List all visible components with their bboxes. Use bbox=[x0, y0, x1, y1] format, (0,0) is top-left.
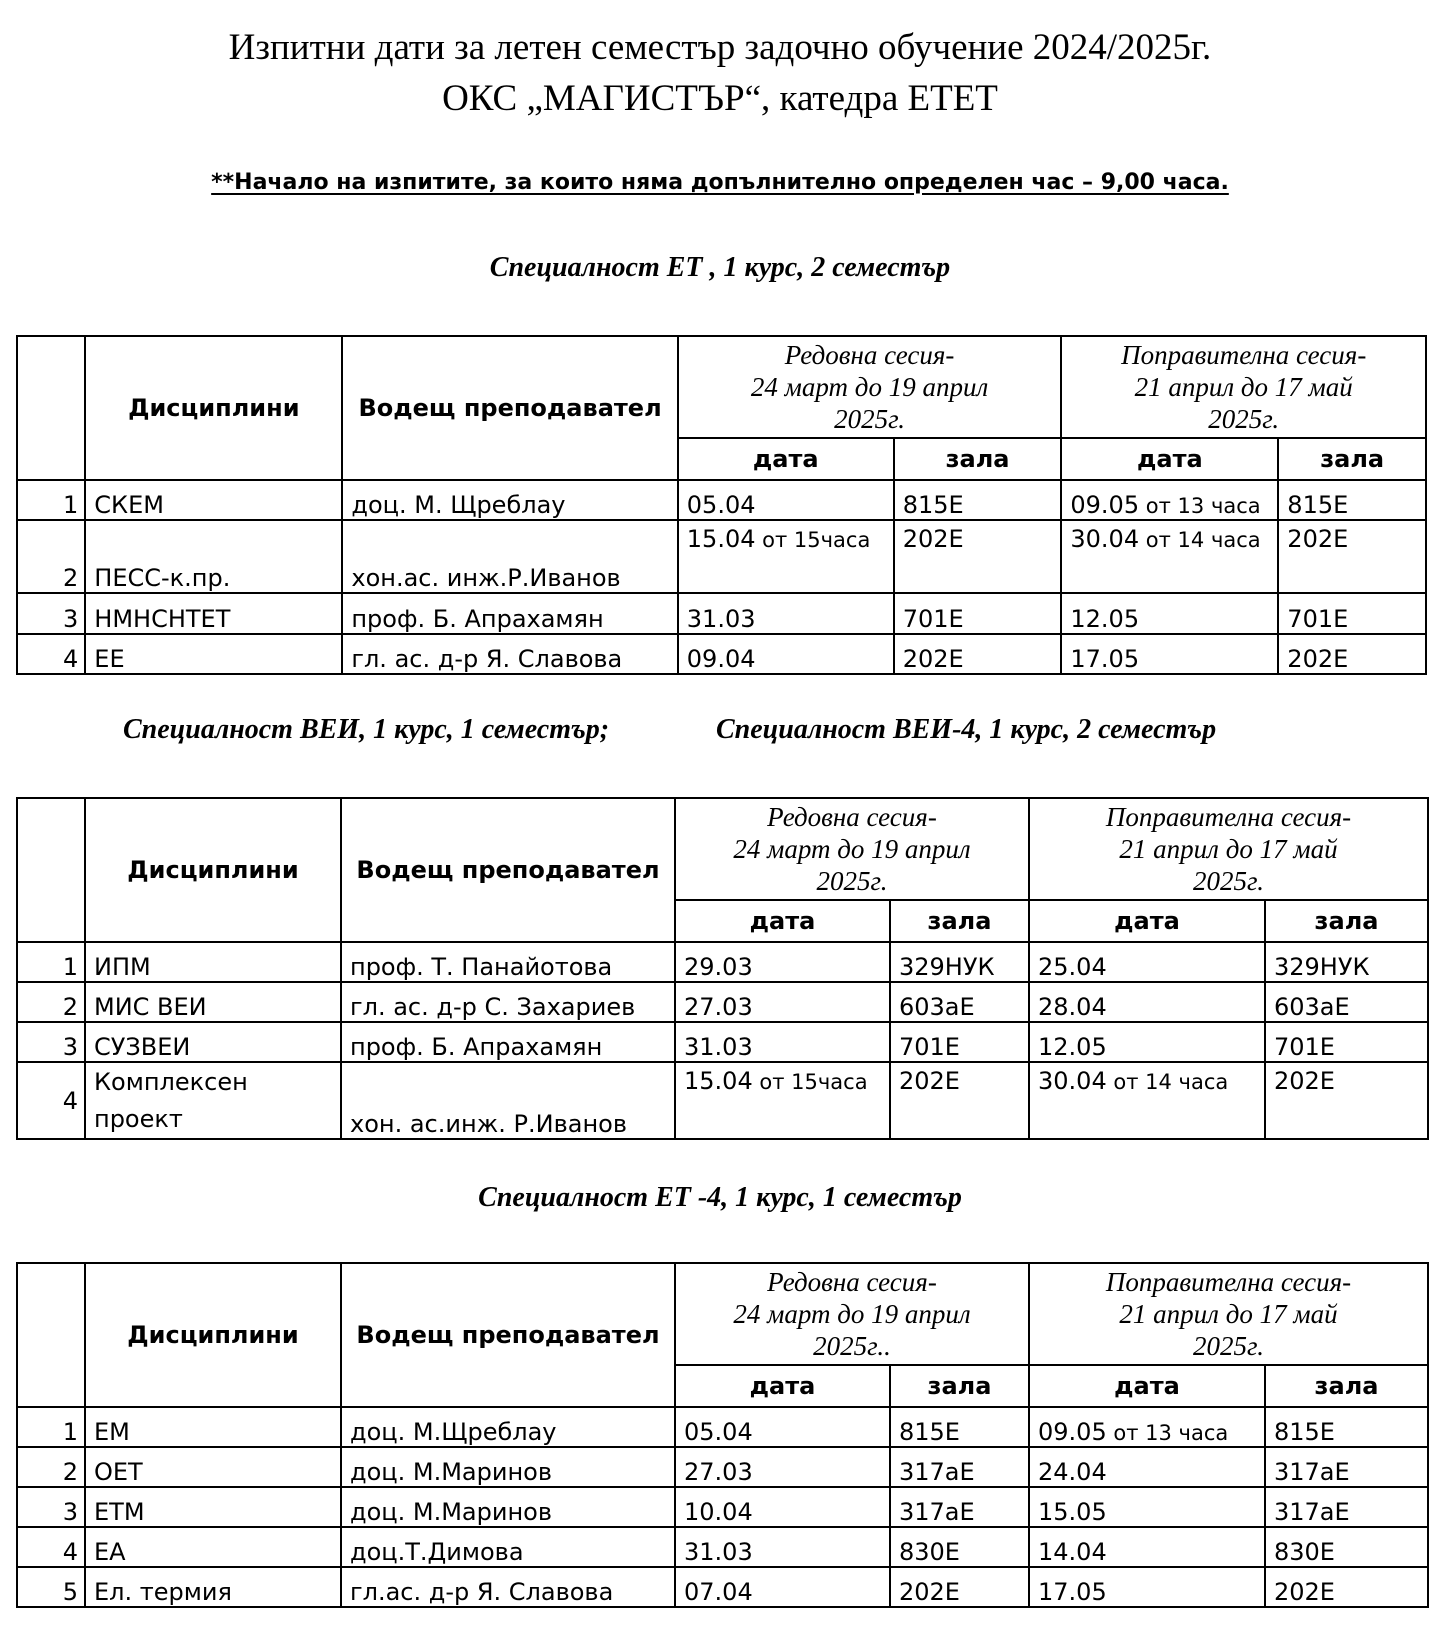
regular-room-cell: 317аЕ bbox=[890, 1487, 1029, 1527]
header-regular-session bbox=[675, 1263, 1029, 1365]
makeup-room-cell: 329НУК bbox=[1265, 942, 1428, 982]
teacher-cell: доц. М.Щреблау bbox=[341, 1407, 675, 1447]
section-title-et4: Специалност ЕТ -4, 1 курс, 1 семестър bbox=[478, 1182, 962, 1213]
regular-session-range: 24 март до 19 април bbox=[733, 834, 971, 864]
makeup-room-cell: 202Е bbox=[1265, 1567, 1428, 1607]
row-number: 4 bbox=[17, 634, 85, 674]
discipline-line-1: Комплексен bbox=[94, 1068, 248, 1096]
header-number-cell bbox=[17, 798, 85, 942]
date-value: 31.03 bbox=[686, 605, 756, 633]
table-header-row bbox=[17, 1263, 1428, 1365]
header-makeup-room: зала bbox=[1265, 1365, 1428, 1407]
row-number: 4 bbox=[17, 1527, 85, 1567]
date-value: 09.05 bbox=[1070, 491, 1140, 519]
makeup-room-cell: 202Е bbox=[1278, 520, 1426, 593]
regular-date-cell bbox=[678, 480, 894, 520]
table-row bbox=[17, 1487, 1428, 1527]
makeup-room-cell: 701Е bbox=[1278, 593, 1426, 634]
regular-room-cell: 202Е bbox=[890, 1567, 1029, 1607]
regular-session-label: Редовна сесия- bbox=[767, 802, 937, 832]
makeup-session-label: Поправителна сесия- bbox=[1105, 802, 1352, 832]
teacher-cell: гл. ас. д-р С. Захариев bbox=[341, 982, 675, 1022]
makeup-room-cell: 603аЕ bbox=[1265, 982, 1428, 1022]
regular-room-cell: 329НУК bbox=[890, 942, 1029, 982]
makeup-date-cell bbox=[1061, 593, 1278, 634]
table-row bbox=[17, 1567, 1428, 1607]
makeup-room-cell: 202Е bbox=[1278, 634, 1426, 674]
date-value: 17.05 bbox=[1038, 1578, 1107, 1606]
regular-session-range: 24 март до 19 април bbox=[750, 372, 989, 402]
teacher-cell: доц.Т.Димова bbox=[341, 1527, 675, 1567]
section-title-vei-1: Специалност ВЕИ, 1 курс, 1 семестър; bbox=[123, 714, 610, 745]
date-value: 15.04 bbox=[686, 525, 756, 553]
regular-date-cell bbox=[675, 1407, 890, 1447]
row-number: 2 bbox=[17, 520, 85, 593]
teacher-cell: доц. М. Щреблау bbox=[342, 480, 677, 520]
makeup-room-cell: 317аЕ bbox=[1265, 1447, 1428, 1487]
regular-room-cell: 701Е bbox=[894, 593, 1062, 634]
date-value: 14.04 bbox=[1038, 1538, 1107, 1566]
header-regular-date: дата bbox=[678, 438, 894, 480]
makeup-date-cell bbox=[1029, 1447, 1265, 1487]
regular-room-cell: 603аЕ bbox=[890, 982, 1029, 1022]
exam-table-et4 bbox=[16, 1262, 1429, 1608]
date-value: 17.05 bbox=[1070, 645, 1140, 673]
makeup-date-cell bbox=[1029, 1567, 1265, 1607]
regular-date-cell bbox=[678, 593, 894, 634]
header-makeup-date: дата bbox=[1029, 1365, 1265, 1407]
regular-session-year: 2025г. bbox=[834, 404, 906, 434]
discipline-cell: ЕМ bbox=[85, 1407, 341, 1447]
table-row bbox=[17, 520, 1426, 593]
row-number: 1 bbox=[17, 942, 85, 982]
table-row bbox=[17, 634, 1426, 674]
date-value: 09.05 bbox=[1038, 1418, 1107, 1446]
header-regular-session bbox=[678, 336, 1062, 438]
header-makeup-date: дата bbox=[1061, 438, 1278, 480]
header-regular-room: зала bbox=[890, 1365, 1029, 1407]
regular-session-label: Редовна сесия- bbox=[767, 1267, 937, 1297]
regular-room-cell: 317аЕ bbox=[890, 1447, 1029, 1487]
makeup-room-cell: 701Е bbox=[1265, 1022, 1428, 1062]
teacher-cell: доц. М.Маринов bbox=[341, 1487, 675, 1527]
date-value: 27.03 bbox=[684, 1458, 753, 1486]
regular-room-cell: 830Е bbox=[890, 1527, 1029, 1567]
exam-start-note-text: **Начало на изпитите, за които няма допълнително определен час – 9,00 часа. bbox=[211, 170, 1229, 195]
header-number-cell bbox=[17, 336, 85, 480]
row-number: 4 bbox=[17, 1062, 85, 1139]
regular-session-year: 2025г. bbox=[816, 866, 888, 896]
discipline-line-2: проект bbox=[94, 1105, 183, 1133]
exam-start-note bbox=[0, 168, 1440, 198]
header-makeup-session bbox=[1061, 336, 1426, 438]
regular-date-cell bbox=[678, 520, 894, 593]
header-makeup-room: зала bbox=[1265, 900, 1428, 942]
time-value: от 15часа bbox=[752, 1070, 868, 1094]
time-value: от 14 часа bbox=[1106, 1070, 1229, 1094]
table-header-row bbox=[17, 798, 1428, 900]
header-teacher: Водещ преподавател bbox=[342, 336, 677, 480]
regular-date-cell bbox=[675, 1062, 890, 1139]
makeup-session-range: 21 април до 17 май bbox=[1119, 834, 1338, 864]
header-makeup-room: зала bbox=[1278, 438, 1426, 480]
header-makeup-session bbox=[1029, 798, 1428, 900]
regular-session-range: 24 март до 19 април bbox=[733, 1299, 971, 1329]
discipline-cell: Ел. термия bbox=[85, 1567, 341, 1607]
date-value: 12.05 bbox=[1070, 605, 1140, 633]
header-makeup-date: дата bbox=[1029, 900, 1265, 942]
exam-table-et bbox=[16, 335, 1427, 675]
regular-date-cell bbox=[678, 634, 894, 674]
makeup-room-cell: 815Е bbox=[1278, 480, 1426, 520]
regular-date-cell bbox=[675, 1527, 890, 1567]
makeup-date-cell bbox=[1061, 520, 1278, 593]
header-teacher: Водещ преподавател bbox=[341, 1263, 675, 1407]
document-title: Изпитни дати за летен семестър задочно обучение 2024/2025г. bbox=[228, 27, 1212, 68]
table-row bbox=[17, 480, 1426, 520]
date-value: 15.04 bbox=[684, 1067, 753, 1095]
header-makeup-session bbox=[1029, 1263, 1428, 1365]
makeup-date-cell bbox=[1029, 1022, 1265, 1062]
makeup-session-range: 21 април до 17 май bbox=[1134, 372, 1353, 402]
table-header-row bbox=[17, 336, 1426, 438]
makeup-date-cell bbox=[1029, 1062, 1265, 1139]
discipline-cell: ИПМ bbox=[85, 942, 341, 982]
regular-date-cell bbox=[675, 942, 890, 982]
teacher-cell: гл.ас. д-р Я. Славова bbox=[341, 1567, 675, 1607]
table-row bbox=[17, 1062, 1428, 1139]
date-value: 30.04 bbox=[1070, 525, 1140, 553]
date-value: 28.04 bbox=[1038, 993, 1107, 1021]
date-value: 12.05 bbox=[1038, 1033, 1107, 1061]
regular-session-year: 2025г.. bbox=[813, 1331, 891, 1361]
table-row bbox=[17, 1407, 1428, 1447]
regular-date-cell bbox=[675, 1022, 890, 1062]
discipline-cell: МИС ВЕИ bbox=[85, 982, 341, 1022]
makeup-date-cell bbox=[1029, 1487, 1265, 1527]
date-value: 25.04 bbox=[1038, 953, 1107, 981]
makeup-session-label: Поправителна сесия- bbox=[1105, 1267, 1352, 1297]
date-value: 30.04 bbox=[1038, 1067, 1107, 1095]
document-subtitle: ОКС „МАГИСТЪР“, катедра ЕТЕТ bbox=[442, 78, 998, 119]
date-value: 09.04 bbox=[686, 645, 756, 673]
header-teacher: Водещ преподавател bbox=[341, 798, 675, 942]
makeup-session-range: 21 април до 17 май bbox=[1119, 1299, 1338, 1329]
header-regular-date: дата bbox=[675, 900, 890, 942]
makeup-session-label: Поправителна сесия- bbox=[1121, 340, 1367, 370]
regular-date-cell bbox=[675, 1567, 890, 1607]
discipline-cell: ОЕТ bbox=[85, 1447, 341, 1487]
table-row bbox=[17, 982, 1428, 1022]
regular-session-label: Редовна сесия- bbox=[784, 340, 955, 370]
discipline-cell: ЕЕ bbox=[85, 634, 342, 674]
regular-room-cell: 815Е bbox=[890, 1407, 1029, 1447]
teacher-cell: проф. Т. Панайотова bbox=[341, 942, 675, 982]
time-value: от 15часа bbox=[755, 528, 871, 552]
teacher-cell: хон. ас.инж. Р.Иванов bbox=[341, 1062, 675, 1139]
row-number: 2 bbox=[17, 1447, 85, 1487]
header-regular-room: зала bbox=[890, 900, 1029, 942]
makeup-date-cell bbox=[1061, 634, 1278, 674]
regular-date-cell bbox=[675, 1487, 890, 1527]
time-value: от 13 часа bbox=[1139, 494, 1261, 518]
makeup-room-cell: 317аЕ bbox=[1265, 1487, 1428, 1527]
date-value: 24.04 bbox=[1038, 1458, 1107, 1486]
regular-date-cell bbox=[675, 982, 890, 1022]
makeup-room-cell: 830Е bbox=[1265, 1527, 1428, 1567]
makeup-date-cell bbox=[1061, 480, 1278, 520]
regular-room-cell: 701Е bbox=[890, 1022, 1029, 1062]
date-value: 27.03 bbox=[684, 993, 753, 1021]
makeup-date-cell bbox=[1029, 942, 1265, 982]
table-row bbox=[17, 1527, 1428, 1567]
discipline-cell: НМНСНТЕТ bbox=[85, 593, 342, 634]
section-title-vei-4: Специалност ВЕИ-4, 1 курс, 2 семестър bbox=[716, 714, 1217, 745]
teacher-cell: проф. Б. Апрахамян bbox=[341, 1022, 675, 1062]
header-number-cell bbox=[17, 1263, 85, 1407]
teacher-cell: проф. Б. Апрахамян bbox=[342, 593, 677, 634]
makeup-session-year: 2025г. bbox=[1193, 1331, 1264, 1361]
regular-room-cell: 202Е bbox=[890, 1062, 1029, 1139]
header-regular-session bbox=[675, 798, 1029, 900]
section-title-et: Специалност ЕТ , 1 курс, 2 семестър bbox=[489, 252, 951, 283]
discipline-cell: СКЕМ bbox=[85, 480, 342, 520]
row-number: 3 bbox=[17, 1487, 85, 1527]
date-value: 07.04 bbox=[684, 1578, 753, 1606]
makeup-session-year: 2025г. bbox=[1208, 404, 1280, 434]
date-value: 05.04 bbox=[686, 491, 756, 519]
header-disciplines: Дисциплини bbox=[85, 336, 342, 480]
row-number: 2 bbox=[17, 982, 85, 1022]
makeup-session-year: 2025г. bbox=[1193, 866, 1264, 896]
regular-room-cell: 202Е bbox=[894, 520, 1062, 593]
date-value: 15.05 bbox=[1038, 1498, 1107, 1526]
row-number: 5 bbox=[17, 1567, 85, 1607]
makeup-date-cell bbox=[1029, 1527, 1265, 1567]
regular-room-cell: 202Е bbox=[894, 634, 1062, 674]
row-number: 1 bbox=[17, 1407, 85, 1447]
date-value: 05.04 bbox=[684, 1418, 753, 1446]
regular-room-cell: 815Е bbox=[894, 480, 1062, 520]
teacher-cell: хон.ас. инж.Р.Иванов bbox=[342, 520, 677, 593]
date-value: 29.03 bbox=[684, 953, 753, 981]
teacher-cell: гл. ас. д-р Я. Славова bbox=[342, 634, 677, 674]
exam-table-vei bbox=[16, 797, 1429, 1140]
date-value: 10.04 bbox=[684, 1498, 753, 1526]
table-row bbox=[17, 593, 1426, 634]
header-disciplines: Дисциплини bbox=[85, 1263, 341, 1407]
time-value: от 13 часа bbox=[1106, 1421, 1229, 1445]
date-value: 31.03 bbox=[684, 1033, 753, 1061]
table-row bbox=[17, 942, 1428, 982]
table-row bbox=[17, 1447, 1428, 1487]
header-disciplines: Дисциплини bbox=[85, 798, 341, 942]
teacher-cell: доц. М.Маринов bbox=[341, 1447, 675, 1487]
discipline-cell: ЕА bbox=[85, 1527, 341, 1567]
makeup-date-cell bbox=[1029, 1407, 1265, 1447]
row-number: 3 bbox=[17, 1022, 85, 1062]
header-regular-room: зала bbox=[894, 438, 1062, 480]
makeup-room-cell: 815Е bbox=[1265, 1407, 1428, 1447]
header-regular-date: дата bbox=[675, 1365, 890, 1407]
discipline-cell: ПЕСС-к.пр. bbox=[85, 520, 342, 593]
row-number: 1 bbox=[17, 480, 85, 520]
makeup-room-cell: 202Е bbox=[1265, 1062, 1428, 1139]
time-value: от 14 часа bbox=[1139, 528, 1261, 552]
regular-date-cell bbox=[675, 1447, 890, 1487]
table-row bbox=[17, 1022, 1428, 1062]
discipline-cell: СУЗВЕИ bbox=[85, 1022, 341, 1062]
discipline-cell bbox=[85, 1062, 341, 1139]
makeup-date-cell bbox=[1029, 982, 1265, 1022]
discipline-cell: ЕТМ bbox=[85, 1487, 341, 1527]
row-number: 3 bbox=[17, 593, 85, 634]
date-value: 31.03 bbox=[684, 1538, 753, 1566]
